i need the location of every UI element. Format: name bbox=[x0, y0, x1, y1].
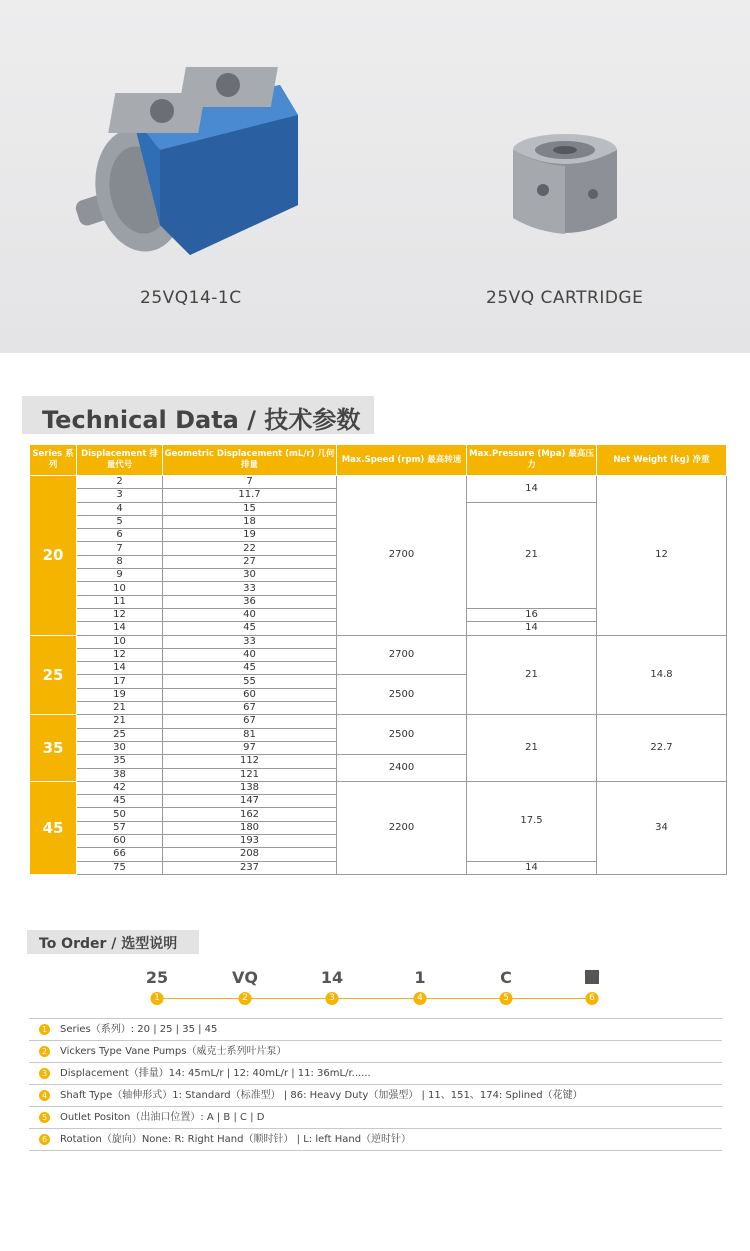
order-code-type: VQ bbox=[232, 968, 258, 987]
displacement-code-cell: 35 bbox=[77, 755, 163, 768]
table-row bbox=[30, 781, 727, 794]
order-line-text: Outlet Positon（出油口位置）: A | B | C | D bbox=[60, 1112, 265, 1123]
displacement-code-cell: 6 bbox=[77, 529, 163, 542]
technical-data-title: Technical Data / 技术参数 bbox=[42, 406, 361, 434]
displacement-code-cell: 10 bbox=[77, 582, 163, 595]
order-line-rotation bbox=[29, 1129, 722, 1151]
geometric-displacement-cell: 208 bbox=[163, 848, 337, 861]
order-line-text: Series（系列）: 20 | 25 | 35 | 45 bbox=[60, 1024, 218, 1035]
geometric-displacement-cell: 7 bbox=[163, 476, 337, 489]
order-code-number: 4 bbox=[414, 992, 427, 1005]
geometric-displacement-cell: 67 bbox=[163, 702, 337, 715]
table-row bbox=[30, 635, 727, 648]
displacement-code-cell: 45 bbox=[77, 795, 163, 808]
series-cell: 35 bbox=[30, 715, 77, 781]
displacement-code-cell: 10 bbox=[77, 635, 163, 648]
geometric-displacement-cell: 180 bbox=[163, 821, 337, 834]
vane-pump-image bbox=[70, 55, 310, 260]
geometric-displacement-cell: 121 bbox=[163, 768, 337, 781]
order-code-line bbox=[157, 998, 593, 999]
table-header-cell: Geometric Displacement (mL/r) 几何排量 bbox=[163, 445, 337, 476]
displacement-code-cell: 21 bbox=[77, 715, 163, 728]
order-line-text: Vickers Type Vane Pumps（威克士系列叶片泵） bbox=[60, 1046, 287, 1057]
max-pressure-cell: 17.5 bbox=[467, 781, 597, 861]
displacement-code-cell: 21 bbox=[77, 702, 163, 715]
table-row bbox=[30, 715, 727, 728]
order-code-series: 25 bbox=[145, 968, 169, 987]
geometric-displacement-cell: 237 bbox=[163, 861, 337, 874]
order-code-number: 2 bbox=[239, 992, 252, 1005]
order-title-bar bbox=[27, 930, 199, 954]
product-caption-pump: 25VQ14-1C bbox=[140, 288, 242, 308]
net-weight-cell: 12 bbox=[597, 476, 727, 636]
max-pressure-cell: 16 bbox=[467, 608, 597, 621]
displacement-code-cell: 12 bbox=[77, 608, 163, 621]
order-line-number: 4 bbox=[39, 1090, 50, 1101]
net-weight-cell: 34 bbox=[597, 781, 727, 874]
product-caption-cartridge: 25VQ CARTRIDGE bbox=[486, 288, 644, 308]
displacement-code-cell: 14 bbox=[77, 662, 163, 675]
displacement-code-cell: 8 bbox=[77, 555, 163, 568]
order-line-text: Shaft Type（轴伸形式）1: Standard（标准型） | 86: Heavy Duty（加强型） | 11、151、174: Splined（花键） bbox=[60, 1090, 583, 1101]
order-line-text: Rotation（旋向）None: R: Right Hand（顺时针） | L: left Hand（逆时针） bbox=[60, 1134, 412, 1145]
table-header-cell: Displacement 排量代号 bbox=[77, 445, 163, 476]
displacement-code-cell: 11 bbox=[77, 595, 163, 608]
order-line-outlet bbox=[29, 1107, 722, 1129]
order-line-number: 1 bbox=[39, 1024, 50, 1035]
order-line-text: Displacement（排量）14: 45mL/r | 12: 40mL/r | 11: 36mL/r...... bbox=[60, 1068, 371, 1079]
order-line-number: 5 bbox=[39, 1112, 50, 1123]
geometric-displacement-cell: 30 bbox=[163, 569, 337, 582]
geometric-displacement-cell: 97 bbox=[163, 741, 337, 754]
order-line-shaft bbox=[29, 1085, 722, 1107]
order-code-number: 5 bbox=[500, 992, 513, 1005]
geometric-displacement-cell: 162 bbox=[163, 808, 337, 821]
table-header-cell: Series 系列 bbox=[30, 445, 77, 476]
displacement-code-cell: 42 bbox=[77, 781, 163, 794]
geometric-displacement-cell: 40 bbox=[163, 648, 337, 661]
max-speed-cell: 2700 bbox=[337, 476, 467, 636]
geometric-displacement-cell: 22 bbox=[163, 542, 337, 555]
geometric-displacement-cell: 15 bbox=[163, 502, 337, 515]
max-speed-cell: 2500 bbox=[337, 715, 467, 755]
displacement-code-cell: 66 bbox=[77, 848, 163, 861]
displacement-code-cell: 4 bbox=[77, 502, 163, 515]
geometric-displacement-cell: 45 bbox=[163, 622, 337, 635]
order-line-series bbox=[29, 1019, 722, 1041]
displacement-code-cell: 7 bbox=[77, 542, 163, 555]
geometric-displacement-cell: 81 bbox=[163, 728, 337, 741]
max-pressure-cell: 21 bbox=[467, 635, 597, 715]
table-header-cell: Max.Pressure (Mpa) 最高压力 bbox=[467, 445, 597, 476]
geometric-displacement-cell: 60 bbox=[163, 688, 337, 701]
displacement-code-cell: 60 bbox=[77, 835, 163, 848]
geometric-displacement-cell: 33 bbox=[163, 635, 337, 648]
displacement-code-cell: 19 bbox=[77, 688, 163, 701]
geometric-displacement-cell: 19 bbox=[163, 529, 337, 542]
technical-data-table bbox=[29, 444, 727, 875]
geometric-displacement-cell: 33 bbox=[163, 582, 337, 595]
order-line-type bbox=[29, 1041, 722, 1063]
displacement-code-cell: 38 bbox=[77, 768, 163, 781]
geometric-displacement-cell: 27 bbox=[163, 555, 337, 568]
series-cell: 25 bbox=[30, 635, 77, 715]
displacement-code-cell: 12 bbox=[77, 648, 163, 661]
displacement-code-cell: 50 bbox=[77, 808, 163, 821]
geometric-displacement-cell: 11.7 bbox=[163, 489, 337, 502]
order-line-number: 3 bbox=[39, 1068, 50, 1079]
table-header-cell: Net Weight (kg) 净重 bbox=[597, 445, 727, 476]
geometric-displacement-cell: 55 bbox=[163, 675, 337, 688]
order-code-shaft: 1 bbox=[414, 968, 426, 987]
order-title: To Order / 选型说明 bbox=[39, 936, 178, 952]
geometric-displacement-cell: 138 bbox=[163, 781, 337, 794]
geometric-displacement-cell: 36 bbox=[163, 595, 337, 608]
displacement-code-cell: 25 bbox=[77, 728, 163, 741]
displacement-code-cell: 3 bbox=[77, 489, 163, 502]
order-line-number: 2 bbox=[39, 1046, 50, 1057]
table-header-row bbox=[30, 445, 727, 476]
order-code-outlet: C bbox=[500, 968, 512, 987]
table-row bbox=[30, 476, 727, 489]
geometric-displacement-cell: 147 bbox=[163, 795, 337, 808]
max-pressure-cell: 21 bbox=[467, 715, 597, 781]
table-header-cell: Max.Speed (rpm) 最高转速 bbox=[337, 445, 467, 476]
order-line-number: 6 bbox=[39, 1134, 50, 1145]
order-code-number: 6 bbox=[586, 992, 599, 1005]
order-line-displacement bbox=[29, 1063, 722, 1085]
max-speed-cell: 2700 bbox=[337, 635, 467, 675]
order-code-number: 1 bbox=[151, 992, 164, 1005]
technical-data-title-bar bbox=[22, 396, 374, 434]
displacement-code-cell: 14 bbox=[77, 622, 163, 635]
net-weight-cell: 22.7 bbox=[597, 715, 727, 781]
geometric-displacement-cell: 18 bbox=[163, 515, 337, 528]
displacement-code-cell: 30 bbox=[77, 741, 163, 754]
geometric-displacement-cell: 40 bbox=[163, 608, 337, 621]
max-speed-cell: 2500 bbox=[337, 675, 467, 715]
order-code-number: 3 bbox=[326, 992, 339, 1005]
max-pressure-cell: 14 bbox=[467, 622, 597, 635]
displacement-code-cell: 9 bbox=[77, 569, 163, 582]
order-code-displacement: 14 bbox=[320, 968, 344, 987]
order-code-rotation-square bbox=[585, 970, 599, 984]
geometric-displacement-cell: 67 bbox=[163, 715, 337, 728]
geometric-displacement-cell: 112 bbox=[163, 755, 337, 768]
displacement-code-cell: 75 bbox=[77, 861, 163, 874]
net-weight-cell: 14.8 bbox=[597, 635, 727, 715]
max-pressure-cell: 14 bbox=[467, 476, 597, 503]
displacement-code-cell: 2 bbox=[77, 476, 163, 489]
product-hero bbox=[0, 0, 750, 353]
max-speed-cell: 2200 bbox=[337, 781, 467, 874]
displacement-code-cell: 17 bbox=[77, 675, 163, 688]
max-pressure-cell: 14 bbox=[467, 861, 597, 874]
pump-cartridge-image bbox=[508, 128, 623, 243]
displacement-code-cell: 5 bbox=[77, 515, 163, 528]
series-cell: 20 bbox=[30, 476, 77, 636]
max-speed-cell: 2400 bbox=[337, 755, 467, 782]
geometric-displacement-cell: 193 bbox=[163, 835, 337, 848]
geometric-displacement-cell: 45 bbox=[163, 662, 337, 675]
series-cell: 45 bbox=[30, 781, 77, 874]
max-pressure-cell: 21 bbox=[467, 502, 597, 608]
displacement-code-cell: 57 bbox=[77, 821, 163, 834]
